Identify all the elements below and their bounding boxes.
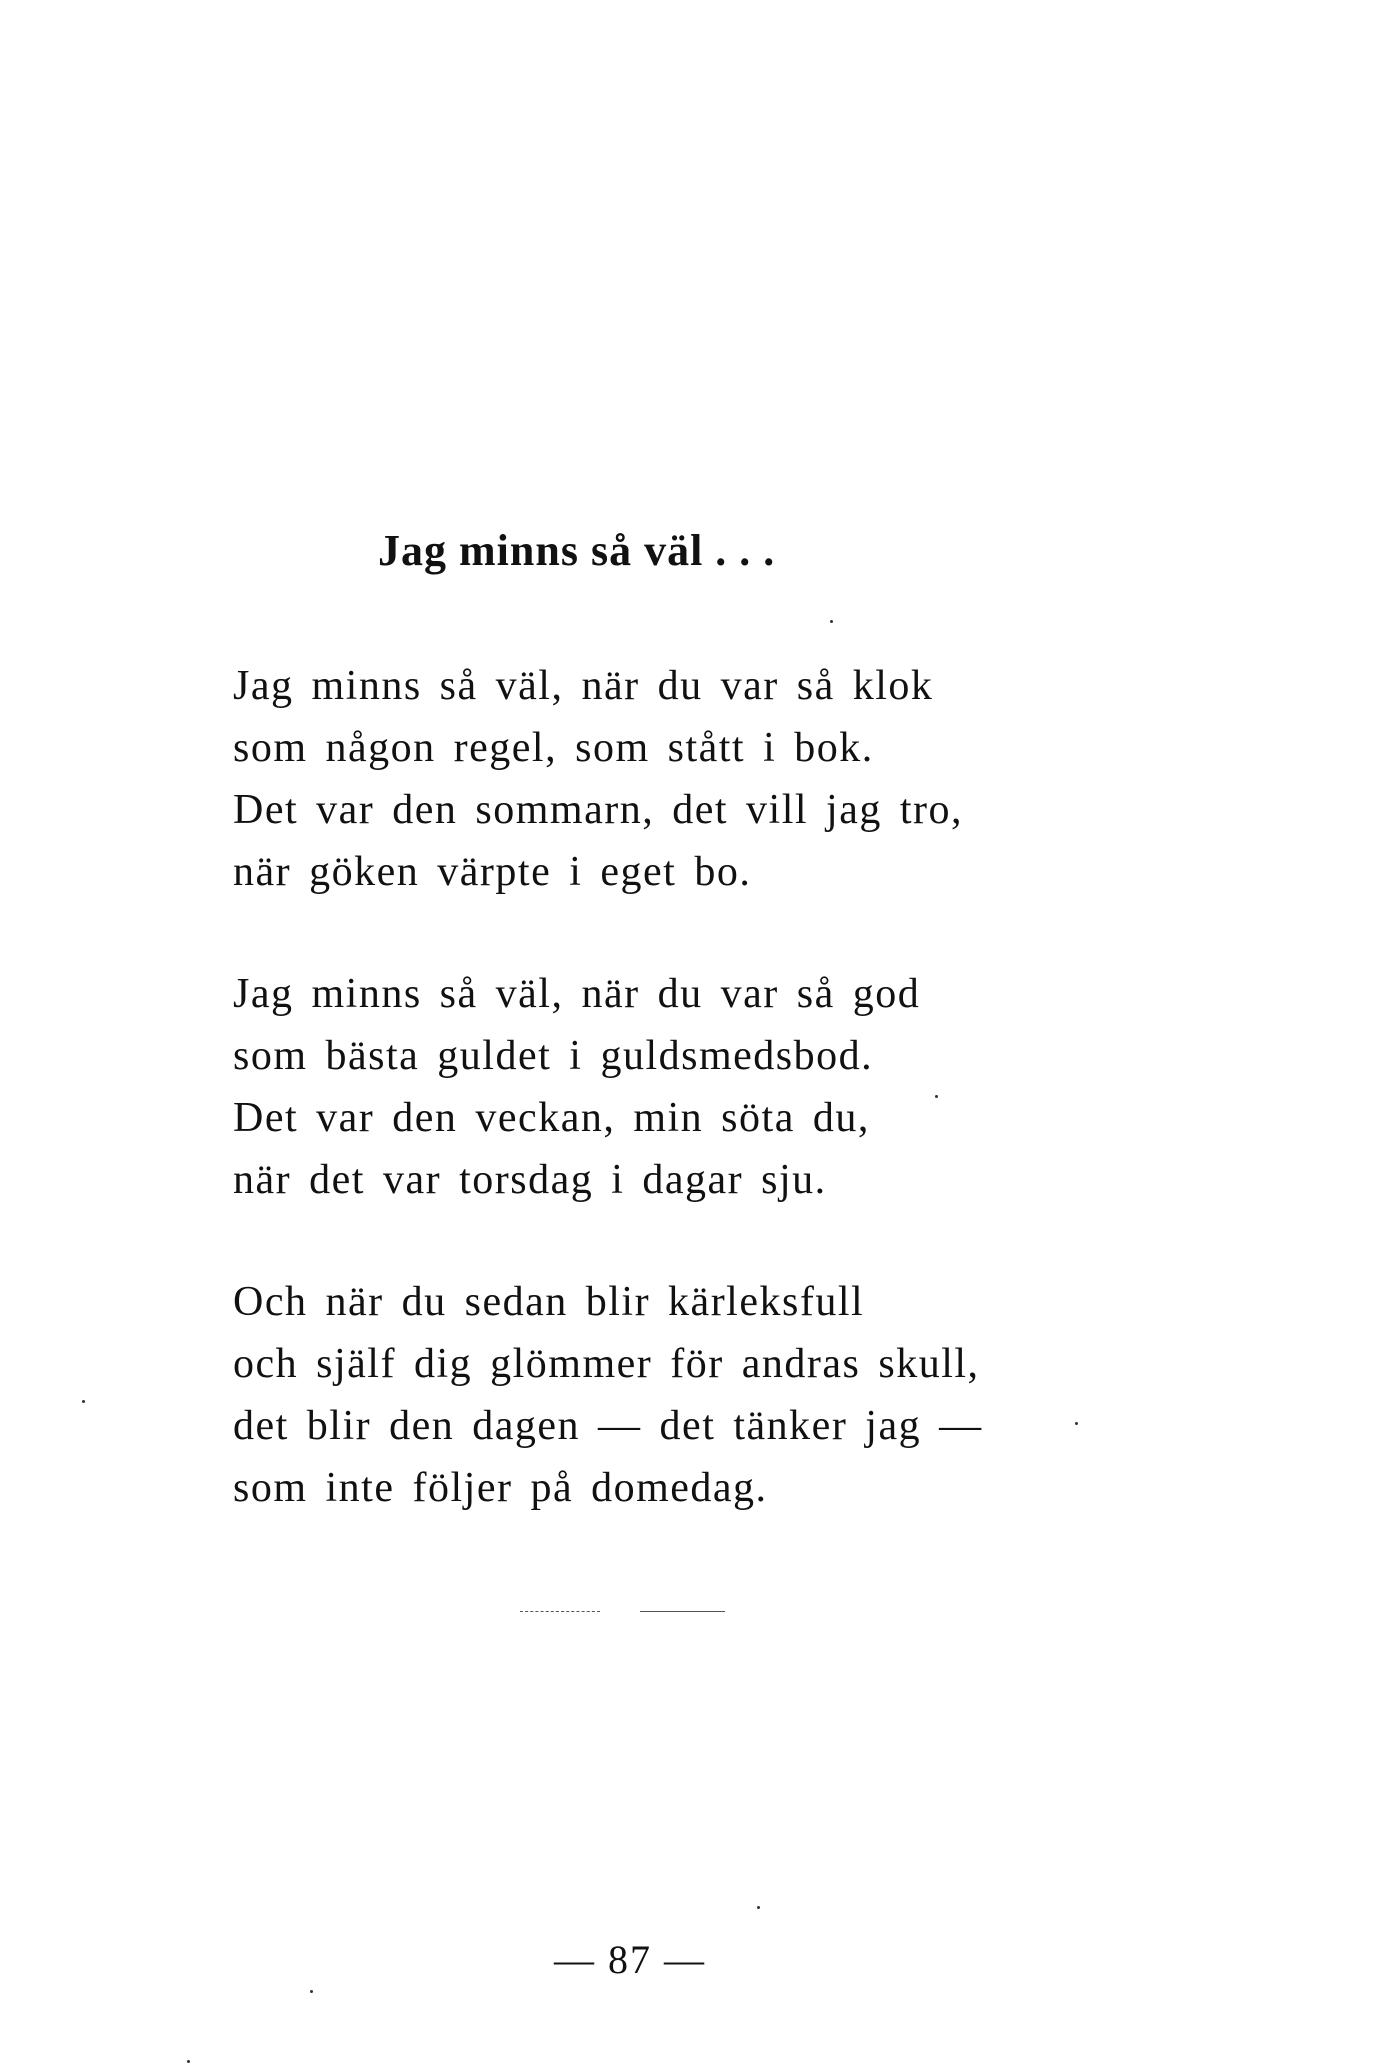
- scan-speck: [310, 1990, 313, 1993]
- poem-title: Jag minns så väl . . .: [378, 526, 776, 575]
- poem-line: när göken värpte i eget bo.: [233, 849, 752, 895]
- scan-speck: [1075, 1422, 1078, 1425]
- page-number: — 87 —: [554, 1937, 706, 1982]
- scan-speck: [757, 1906, 760, 1909]
- end-rule-right: [640, 1611, 725, 1612]
- stanza-2: [233, 963, 1133, 1211]
- poem-line: Det var den sommarn, det vill jag tro,: [233, 787, 964, 833]
- poem-line: och själf dig glömmer för andras skull,: [233, 1341, 980, 1387]
- poem-line: som någon regel, som stått i bok.: [233, 725, 874, 771]
- poem-line: som inte följer på domedag.: [233, 1465, 768, 1511]
- poem-line: det blir den dagen — det tänker jag —: [233, 1403, 983, 1449]
- poem-line: Det var den veckan, min söta du,: [233, 1095, 870, 1141]
- poem-line: som bästa guldet i guldsmedsbod.: [233, 1033, 874, 1079]
- stanza-1: [233, 655, 1133, 903]
- scan-speck: [830, 620, 833, 623]
- scan-speck: [935, 1095, 938, 1098]
- stanza-3: [233, 1271, 1133, 1519]
- end-rule-left: [520, 1611, 600, 1612]
- poem-line: Jag minns så väl, när du var så klok: [233, 663, 934, 709]
- scan-speck: [82, 1400, 85, 1403]
- poem-line: Jag minns så väl, när du var så god: [233, 971, 921, 1017]
- poem-body: [233, 655, 1133, 1579]
- poem-line: Och när du sedan blir kärleksfull: [233, 1279, 865, 1325]
- scan-speck: [187, 2060, 190, 2063]
- poem-line: när det var torsdag i dagar sju.: [233, 1157, 827, 1203]
